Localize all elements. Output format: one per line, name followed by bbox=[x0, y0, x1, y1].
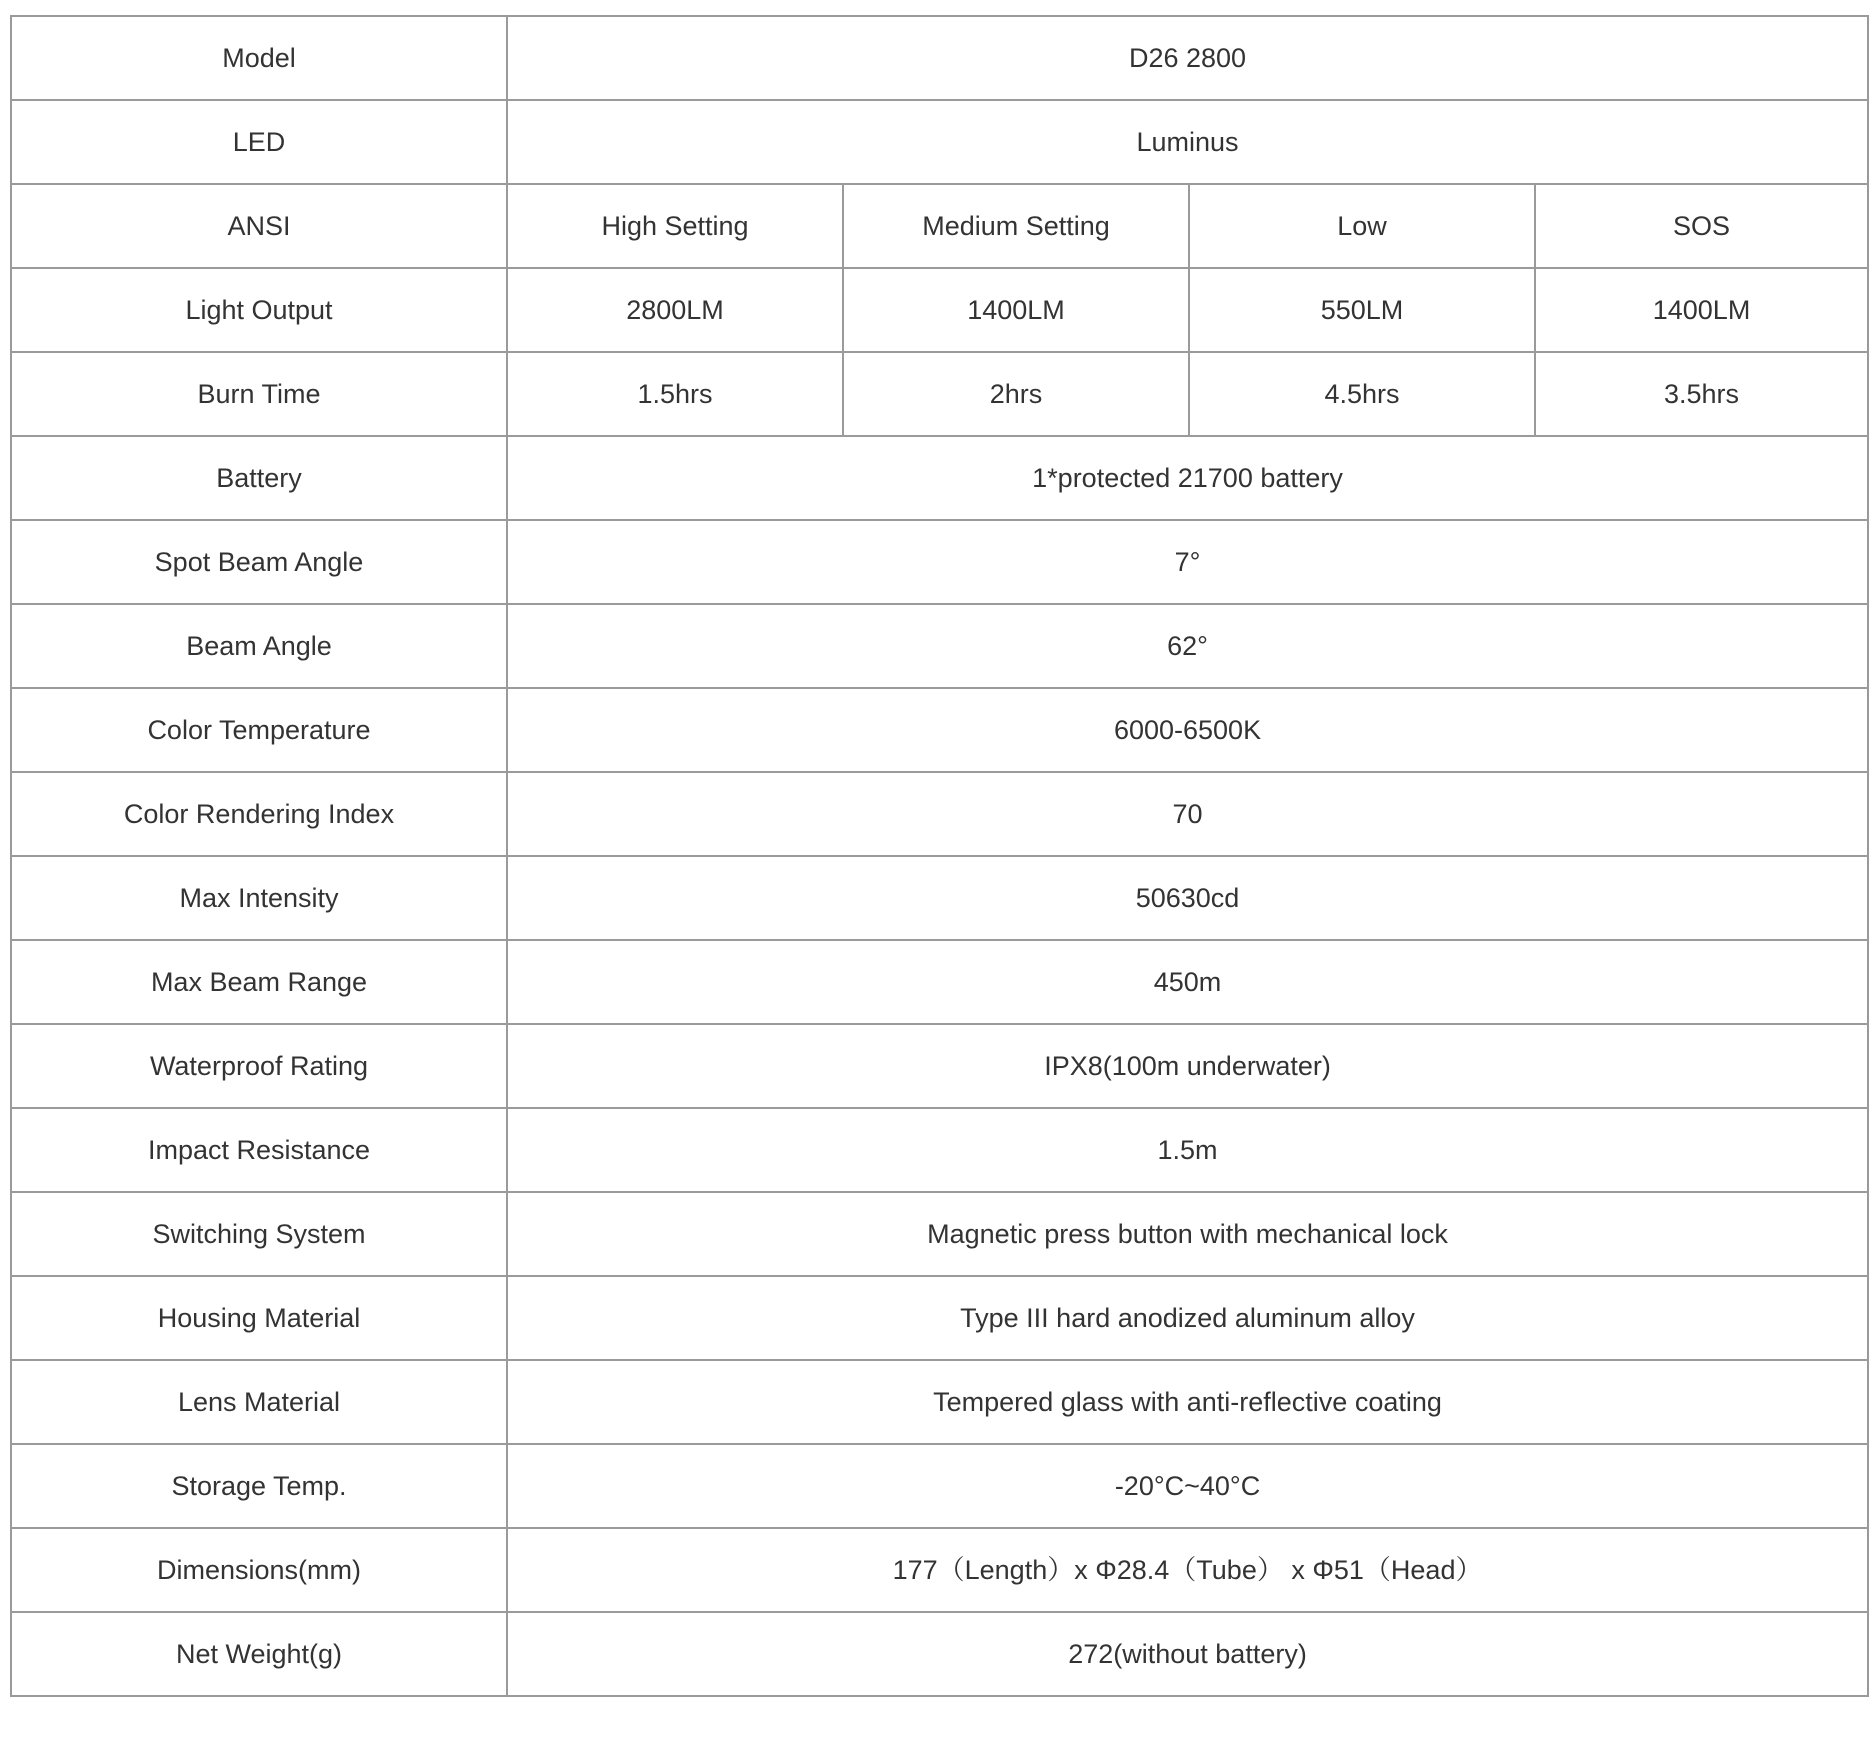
burn-time-sos: 3.5hrs bbox=[1535, 352, 1868, 436]
spec-value: Magnetic press button with mechanical lock bbox=[507, 1192, 1868, 1276]
spec-row-max-beam-range bbox=[11, 940, 1868, 1024]
spec-row-ansi bbox=[11, 184, 1868, 268]
spec-value: 1*protected 21700 battery bbox=[507, 436, 1868, 520]
spec-value: 62° bbox=[507, 604, 1868, 688]
spec-value: 177（Length）x Φ28.4（Tube） x Φ51（Head） bbox=[507, 1528, 1868, 1612]
spec-label: Switching System bbox=[11, 1192, 507, 1276]
spec-value: 6000-6500K bbox=[507, 688, 1868, 772]
mode-low-header: Low bbox=[1189, 184, 1535, 268]
spec-label: Impact Resistance bbox=[11, 1108, 507, 1192]
spec-value: 272(without battery) bbox=[507, 1612, 1868, 1696]
spec-value: IPX8(100m underwater) bbox=[507, 1024, 1868, 1108]
spec-value: 450m bbox=[507, 940, 1868, 1024]
burn-time-high: 1.5hrs bbox=[507, 352, 843, 436]
light-output-medium: 1400LM bbox=[843, 268, 1189, 352]
light-output-low: 550LM bbox=[1189, 268, 1535, 352]
light-output-high: 2800LM bbox=[507, 268, 843, 352]
spec-value: 70 bbox=[507, 772, 1868, 856]
spec-row-housing-material bbox=[11, 1276, 1868, 1360]
spec-value: 50630cd bbox=[507, 856, 1868, 940]
spec-row-lens-material bbox=[11, 1360, 1868, 1444]
spec-label: Waterproof Rating bbox=[11, 1024, 507, 1108]
spec-row-storage-temp bbox=[11, 1444, 1868, 1528]
spec-label: Color Rendering Index bbox=[11, 772, 507, 856]
spec-label: Max Beam Range bbox=[11, 940, 507, 1024]
mode-medium-header: Medium Setting bbox=[843, 184, 1189, 268]
spec-label: Burn Time bbox=[11, 352, 507, 436]
spec-value: Type III hard anodized aluminum alloy bbox=[507, 1276, 1868, 1360]
spec-row-color-temperature bbox=[11, 688, 1868, 772]
spec-label: ANSI bbox=[11, 184, 507, 268]
spec-label: Lens Material bbox=[11, 1360, 507, 1444]
spec-row-spot-beam-angle bbox=[11, 520, 1868, 604]
burn-time-low: 4.5hrs bbox=[1189, 352, 1535, 436]
light-output-sos: 1400LM bbox=[1535, 268, 1868, 352]
spec-label: Model bbox=[11, 16, 507, 100]
spec-label: Max Intensity bbox=[11, 856, 507, 940]
spec-label: Color Temperature bbox=[11, 688, 507, 772]
spec-value: 1.5m bbox=[507, 1108, 1868, 1192]
spec-value: D26 2800 bbox=[507, 16, 1868, 100]
mode-sos-header: SOS bbox=[1535, 184, 1868, 268]
spec-label: Spot Beam Angle bbox=[11, 520, 507, 604]
spec-label: LED bbox=[11, 100, 507, 184]
spec-row-impact-resistance bbox=[11, 1108, 1868, 1192]
spec-row-waterproof-rating bbox=[11, 1024, 1868, 1108]
spec-label: Dimensions(mm) bbox=[11, 1528, 507, 1612]
spec-row-net-weight bbox=[11, 1612, 1868, 1696]
mode-high-header: High Setting bbox=[507, 184, 843, 268]
spec-row-battery bbox=[11, 436, 1868, 520]
spec-row-model bbox=[11, 16, 1868, 100]
spec-label: Net Weight(g) bbox=[11, 1612, 507, 1696]
spec-row-dimensions bbox=[11, 1528, 1868, 1612]
spec-value: 7° bbox=[507, 520, 1868, 604]
spec-row-beam-angle bbox=[11, 604, 1868, 688]
spec-label: Storage Temp. bbox=[11, 1444, 507, 1528]
spec-label: Housing Material bbox=[11, 1276, 507, 1360]
spec-value: Tempered glass with anti-reflective coating bbox=[507, 1360, 1868, 1444]
spec-row-switching-system bbox=[11, 1192, 1868, 1276]
burn-time-medium: 2hrs bbox=[843, 352, 1189, 436]
spec-label: Beam Angle bbox=[11, 604, 507, 688]
spec-row-max-intensity bbox=[11, 856, 1868, 940]
spec-row-cri bbox=[11, 772, 1868, 856]
spec-table bbox=[10, 15, 1869, 1697]
spec-row-light-output bbox=[11, 268, 1868, 352]
spec-value: Luminus bbox=[507, 100, 1868, 184]
spec-row-led bbox=[11, 100, 1868, 184]
spec-row-burn-time bbox=[11, 352, 1868, 436]
spec-label: Light Output bbox=[11, 268, 507, 352]
spec-value: -20°C~40°C bbox=[507, 1444, 1868, 1528]
spec-label: Battery bbox=[11, 436, 507, 520]
